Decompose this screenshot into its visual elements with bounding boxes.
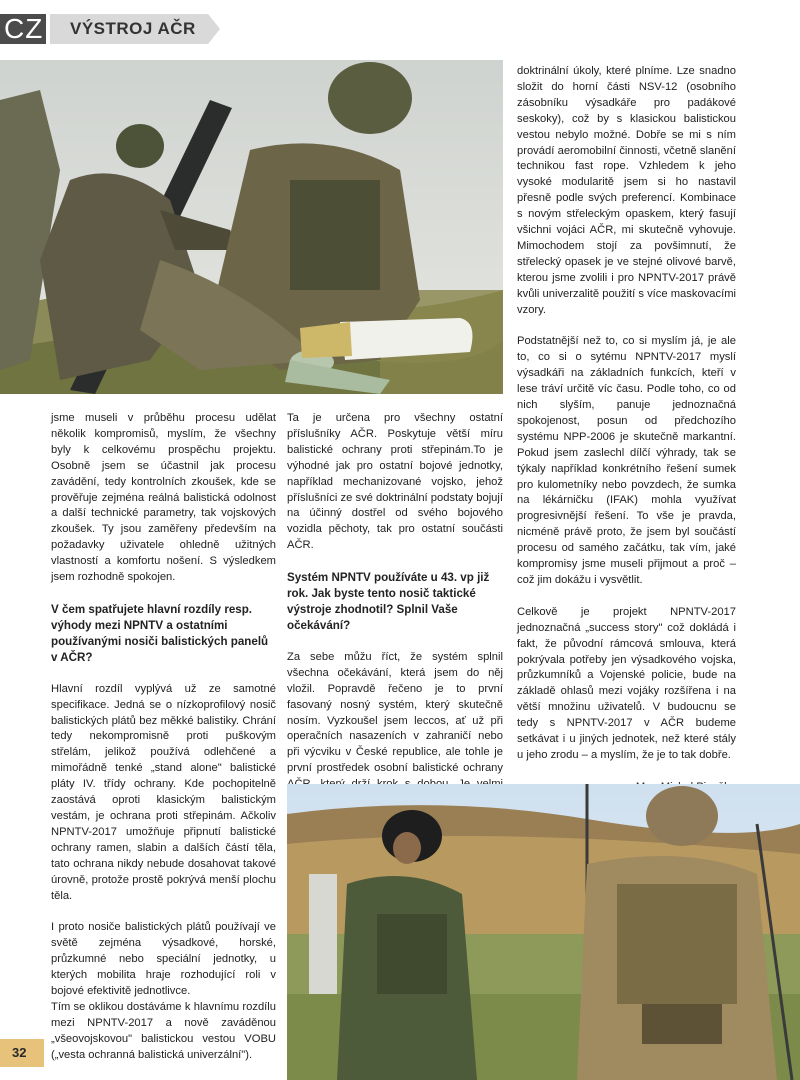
photo-soldiers-field [287, 784, 800, 1080]
paragraph: doktrinální úkoly, které plníme. Lze snadno složit do horní části NSV-12 (osobního zásobníku výsadkáře pro padákové seskoky), což by s klasickou balistickou vestou nebylo možné. Dobře se mi s ním provádí aeromobilní činnosti, včetně slanění technikou fast rope. Vzhledem k jeho vysoké modularitě jsem si ho nastavil přesně podle svých preferencí. Kombinace s novým střeleckým opaskem, který fasují všichni vojáci AČR, mi skutečně vyhovuje. Mimochodem stojí za povšimnutí, že střelecký opasek je ve stejné olivové barvě, kterou jsme zvolili i pro NPNTV-2017 právě kvůli univerzalitě použití s více maskovacími vzory. [517, 65, 736, 316]
text-column-3 [517, 64, 736, 843]
page-number: 32 [0, 1039, 44, 1067]
interview-question: V čem spatřujete hlavní rozdíly resp. výhody mezi NPNTV a ostatními používanými nosiči balistických panelů v AČR? [51, 602, 269, 664]
paragraph: Podstatnější než to, co si myslím já, je ale to, co si o sytému NPNTV-2017 myslí výsadkáři na základních funkcích, kteří v lese tráví určitě víc času. Podle toho, co od nich slyším, panuje jednoznačná spokojenost, posun od předchozího systému NPP-2006 je skutečně markantní. Pokud jsem zaslechl dílčí výhrady, tak se týkaly například konkrétního řešení sumek pro kulometníky nebo povzdech, že sumka na lékárničku (IFAK) mohla využívat progresivnější řešení. To vše je pravda, nicméně právě proto, že jsem byl součástí procesu od samého začátku, tak vím, jaké kompromisy jsme museli přijmout a proč – což jim dokážu i vysvětlit. [517, 335, 736, 586]
text-column-2 [287, 411, 503, 809]
section-title: VÝSTROJ AČR [70, 19, 196, 38]
paragraph: jsme museli v průběhu procesu udělat několik kompromisů, myslím, že všechny byly k celkovému prospěchu projektu. Osobně jsem se účastnil jak procesu zavádění, tedy kontrolních zkoušek, kde se prověřuje zejména reálná balistická odolnost a další technické parametry, tak vojskových zkoušek. Ty jsou zaměřeny především na požadavky uživatele ohledně užitných vlastností a komfortu nošení. S výsledkem jsem rozhodně spokojen. [51, 412, 276, 584]
photo-soldiers-mortar [0, 60, 503, 394]
text-column-1 [51, 411, 276, 1063]
paragraph: Hlavní rozdíl vyplývá už ze samotné specifikace. Jedná se o nízkoprofilový nosič balistických plátů bez měkké balistiky. Chrání tedy nekompromisně proti puškovým střelám, jelikož používá odlehčené a mimořádně tenké „stand alone" balistické pláty IV. třídy ochrany. Kde pochopitelně zaostává oproti klasickým balistickým vestám, je ochrana proti střepinám. Ačkoliv NPNTV-2017 umožňuje připnutí balistické ochrany ramen, slabin a dalších částí těla, tato ochrana nikdy nebude dosahovat takové úrovně, protože prostě pokrývá menší plochu těla. [51, 682, 276, 902]
paragraph: I proto nosiče balistických plátů používají ve světě zejména výsadkové, horské, průzkumné nebo speciální jednotky, u kterých mobilita hraje rozhodující roli v bojové efektivitě jednotlivce. [51, 921, 276, 997]
language-badge: CZ [0, 14, 46, 44]
paragraph: Ta je určena pro všechny ostatní příslušníky AČR. Poskytuje větší míru balistické ochrany proti střepinám.To je výhodné jak pro ostatní bojové jednotky, například mechanizované vojsko, jehož příslušníci ze své doktrinální podstaty bojují na účinný dostřel od svého bojového vozidla pěchoty, tak pro ostatní součásti AČR. [287, 412, 503, 552]
paragraph: Tím se oklikou dostáváme k hlavnímu rozdílu mezi NPNTV-2017 a nově zaváděnou „všeovojskovou" balistickou vestou VOBU („vesta ochranná balistická univerzální"). [51, 1000, 276, 1061]
interview-question: Systém NPNTV používáte u 43. vp již rok. Jak byste tento nosič taktické výstroje zhodnotil? Splnil Vaše očekávání? [287, 571, 490, 633]
paragraph: Za sebe můžu říct, že systém splnil všechna očekávání, která jsem do něj vložil. Popravdě řečeno je to první fasovaný nosný systém, který skutečně nosím. Vyzkoušel jsem leccos, ať už při operačních nasazeních v zahraničí nebo při výcviku v České republice, ale tohle je první prostředek osobní balistické ochrany [287, 650, 503, 775]
paragraph: Celkově je projekt NPNTV-2017 jednoznačná „success story" což dokládá i fakt, že původní rámcová smlouva, která pokrývala potřeby jen výsadkového vojska, průzkumníků a Vojenské policie, bude na základě ohlasů mezi vojáky rozšířena i na větší množinu uživatelů. V budoucnu se tedy s NPNTV-2017 v AČR budeme setkávat i u jiných jednotek, než které stály u jeho zrodu – a myslím, že je to tak dobře. [517, 605, 736, 761]
